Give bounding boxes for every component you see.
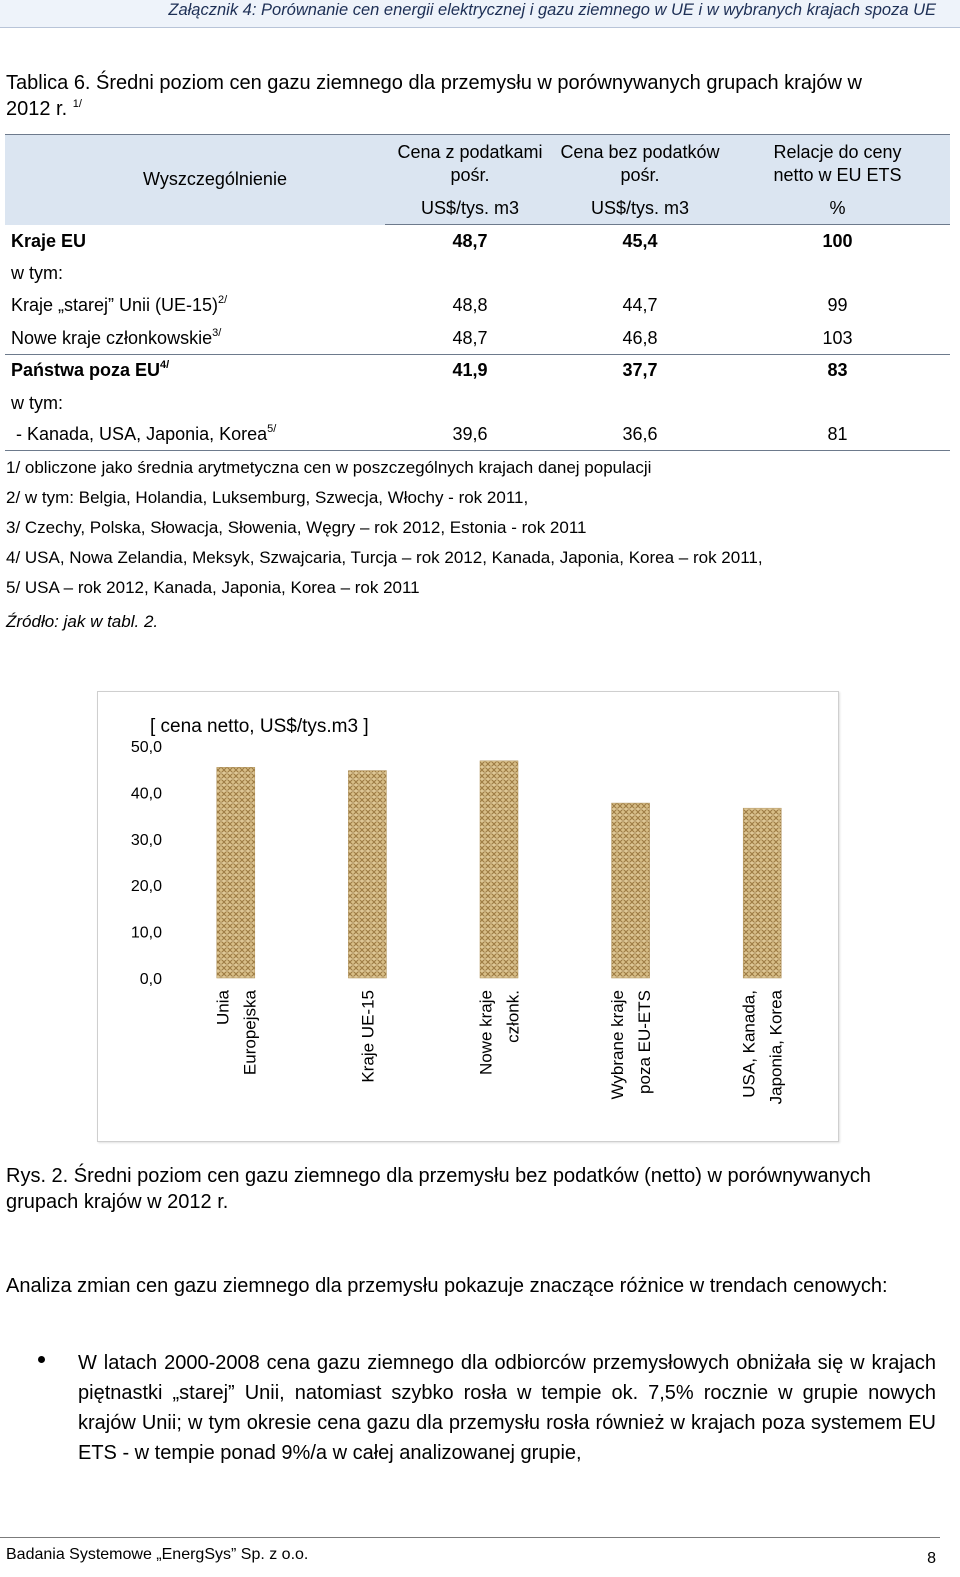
- cell-without-tax: 37,7: [622, 360, 658, 381]
- footer-company: Badania Systemowe „EnergSys” Sp. z o.o.: [6, 1546, 309, 1563]
- unit-col-relation: %: [725, 193, 950, 225]
- cell-with-tax: 48,8: [452, 295, 488, 316]
- x-category-label: Japonia, Korea: [766, 990, 786, 1105]
- footnotes: [6, 456, 763, 640]
- cell-without-tax: [555, 387, 725, 419]
- cell-with-tax: 48,7: [452, 327, 488, 348]
- table-row: [5, 322, 950, 354]
- x-category-label: USA, Kanada,: [739, 990, 759, 1098]
- row-note: 2/: [218, 294, 228, 307]
- row-note: 3/: [212, 326, 222, 339]
- row-label: Państwa poza $EU^{4/}$: [11, 359, 170, 381]
- footnote: 2/ w tym: Belgia, Holandia, Luksemburg, Szwecja, Włochy - rok 2011,: [6, 488, 529, 507]
- price-table: [5, 134, 950, 451]
- row-note: 5/: [267, 422, 277, 435]
- cell-relation: 100: [822, 230, 853, 251]
- footnote: 4/ USA, Nowa Zelandia, Meksyk, Szwajcaria, Turcja – rok 2012, Kanada, Japonia, Korea – rok 2011,: [6, 548, 763, 567]
- source-note: Źródło: jak w tabl. 2.: [6, 612, 159, 631]
- y-tick-label: 0,0: [139, 971, 162, 988]
- cell-relation: [725, 387, 950, 419]
- cell-with-tax: 48,7: [452, 230, 488, 251]
- bar: [480, 761, 518, 978]
- y-tick-label: 30,0: [130, 831, 162, 849]
- bar: [217, 767, 255, 978]
- x-category-label: Unia: [213, 990, 233, 1025]
- table-row: [5, 225, 950, 257]
- table-row: [5, 257, 950, 289]
- bullet-icon: [38, 1356, 45, 1363]
- y-tick-label: 20,0: [130, 878, 162, 896]
- running-header: [0, 0, 960, 28]
- table-title-note: 1/: [72, 98, 82, 110]
- footnote: 1/ obliczone jako średnia arytmetyczna cen w poszczególnych krajach danej populacji: [6, 458, 652, 477]
- cell-without-tax: [555, 257, 725, 289]
- bar: [612, 803, 650, 978]
- row-label: - Kanada, USA, Japonia, Korea$^{5/}$: [5, 419, 385, 450]
- table-row: [5, 354, 950, 386]
- x-category-label: członk.: [503, 990, 523, 1043]
- footnote: 3/ Czechy, Polska, Słowacja, Słowenia, Węgry – rok 2012, Estonia - rok 2011: [6, 518, 587, 537]
- cell-without-tax: 36,6: [555, 419, 725, 450]
- x-category-label: Nowe kraje: [476, 990, 496, 1076]
- footer-rule: [0, 1537, 940, 1538]
- row-label: w tym:: [11, 262, 63, 283]
- table-row: [5, 419, 950, 450]
- table-title-text: Tablica 6. Średni poziom cen gazu ziemnego dla przemysłu w porównywanych grupach krajów w 2012 r.: [6, 72, 862, 120]
- x-category-label: Wybrane kraje: [608, 990, 628, 1100]
- unit-col-with-tax: US$/tys. m3: [385, 193, 555, 225]
- row-label: Kraje EU: [11, 230, 87, 251]
- table-header-row: [5, 135, 950, 193]
- bar: [348, 771, 386, 978]
- running-header-text: Załącznik 4: Porównanie cen energii elektrycznej i gazu ziemnego w UE i w wybranych krajach spoza UE: [168, 1, 936, 19]
- table-title: [6, 70, 906, 122]
- cell-without-tax: 44,7: [622, 295, 658, 316]
- x-category-label: Kraje UE-15: [358, 990, 378, 1083]
- cell-relation: 81: [725, 419, 950, 450]
- x-category-label: poza EU-ETS: [635, 990, 655, 1094]
- header-wyszczegolnienie: Wyszczególnienie: [5, 135, 385, 225]
- bullet-item: W latach 2000-2008 cena gazu ziemnego dla odbiorców przemysłowych obniżała się w krajach piętnastki „starej” Unii, natomiast szybko rosła w tempie ok. 7,5% rocznie w grupie nowych krajów Unii; w tym okresie cena gazu dla przemysłu rosła również w krajach poza systemem EU ETS - w tempie ponad 9%/a w całej analizowanej grupie,: [78, 1352, 936, 1464]
- chart-canvas: [98, 692, 840, 1143]
- row-label: w tym:: [11, 392, 63, 413]
- page-number: 8: [927, 1550, 936, 1567]
- y-tick-label: 40,0: [130, 785, 162, 803]
- header-rule: [0, 27, 960, 28]
- unit-col-without-tax: US$/tys. m3: [555, 193, 725, 225]
- cell-with-tax: [385, 387, 555, 419]
- cell-relation: [725, 257, 950, 289]
- footnote: 5/ USA – rok 2012, Kanada, Japonia, Korea – rok 2011: [6, 578, 420, 597]
- cell-relation: 99: [827, 295, 848, 316]
- table-row: [5, 387, 950, 419]
- chart-title: [ cena netto, US$/tys.m3 ]: [150, 716, 369, 737]
- x-category-label: Europejska: [240, 990, 260, 1076]
- y-tick-label: 10,0: [130, 924, 162, 942]
- y-tick-label: 50,0: [130, 739, 162, 756]
- cell-without-tax: 45,4: [622, 230, 658, 251]
- cell-with-tax: [385, 257, 555, 289]
- row-label: Nowe kraje członkowskie$^{3/}$: [11, 326, 222, 348]
- header-col-with-tax: Cena z podatkami pośr.: [385, 135, 555, 193]
- cell-with-tax: 39,6: [385, 419, 555, 450]
- row-label: Kraje „starej” Unii $(UE-15)^{2/}$: [11, 294, 228, 316]
- header-col-without-tax: Cena bez podatków pośr.: [555, 135, 725, 193]
- figure-caption: Rys. 2. Średni poziom cen gazu ziemnego dla przemysłu bez podatków (netto) w porównywanych grupach krajów w 2012 r.: [6, 1165, 871, 1213]
- cell-relation: 103: [822, 327, 853, 348]
- price-chart: [97, 691, 839, 1142]
- bar: [743, 808, 781, 978]
- cell-with-tax: 41,9: [452, 360, 488, 381]
- cell-without-tax: 46,8: [622, 327, 658, 348]
- table-row: [5, 290, 950, 322]
- row-note: 4/: [160, 359, 170, 372]
- header-col-relation: Relacje do ceny netto w EU ETS: [725, 135, 950, 193]
- body-paragraph: Analiza zmian cen gazu ziemnego dla przemysłu pokazuje znaczące różnice w trendach cenowych:: [6, 1275, 888, 1297]
- cell-relation: 83: [827, 360, 848, 381]
